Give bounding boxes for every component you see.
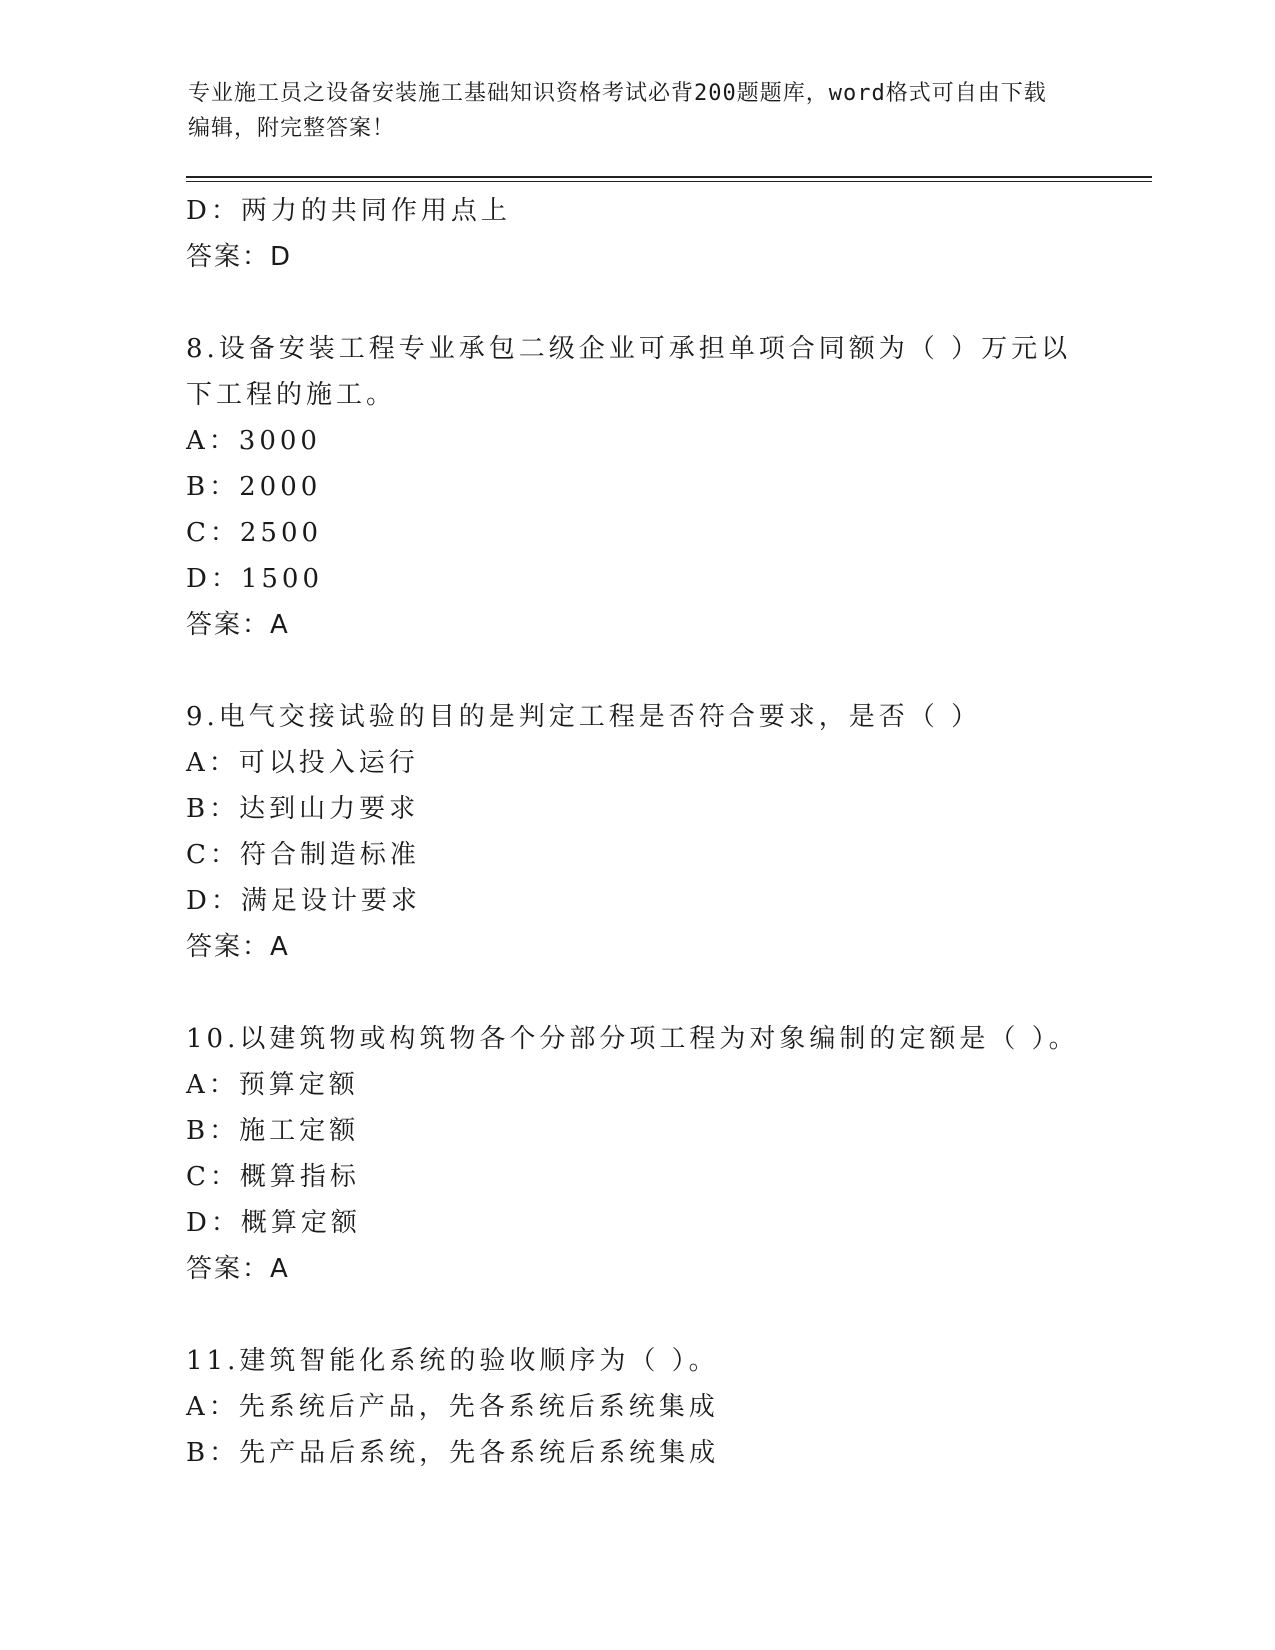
answer-line: 答案：A: [186, 932, 290, 962]
option-d: D：1500: [186, 564, 324, 594]
option-b: B：达到山力要求: [186, 794, 420, 824]
spacer: [186, 280, 1086, 326]
answer-line: 答案：A: [186, 1254, 290, 1284]
carryover-option-d: D：两力的共同作用点上: [186, 196, 511, 226]
header-divider-thin: [186, 181, 1152, 182]
spacer: [186, 1292, 1086, 1338]
option-a: A：可以投入运行: [186, 748, 419, 778]
question-stem: 9.电气交接试验的目的是判定工程是否符合要求，是否（ ）: [186, 702, 982, 732]
option-c: C：符合制造标准: [186, 840, 420, 870]
option-a: A：3000: [186, 426, 321, 456]
option-a: A：预算定额: [186, 1070, 359, 1100]
question-9: [186, 694, 1086, 970]
document-header: 专业施工员之设备安装施工基础知识资格考试必背200题题库，word格式可自由下载编辑，附完整答案！: [188, 81, 1047, 141]
answer-line: 答案：A: [186, 610, 290, 640]
option-d: D：概算定额: [186, 1208, 361, 1238]
question-stem: 8.设备安装工程专业承包二级企业可承担单项合同额为（ ）万元以下工程的施工。: [186, 334, 1072, 410]
spacer: [186, 648, 1086, 694]
header-divider-thick: [186, 176, 1152, 178]
option-b: B：2000: [186, 472, 322, 502]
question-stem: 11.建筑智能化系统的验收顺序为（ ）。: [186, 1346, 719, 1376]
document-body: [186, 188, 1086, 1476]
question-8: [186, 326, 1086, 648]
spacer: [186, 970, 1086, 1016]
carryover-answer: 答案：D: [186, 242, 293, 272]
question-11: [186, 1338, 1086, 1476]
option-b: B：施工定额: [186, 1116, 360, 1146]
option-d: D：满足设计要求: [186, 886, 421, 916]
question-10: [186, 1016, 1086, 1292]
question-stem: 10.以建筑物或构筑物各个分部分项工程为对象编制的定额是（ ）。: [186, 1024, 1079, 1054]
option-a: A：先系统后产品，先各系统后系统集成: [186, 1392, 719, 1422]
option-b: B：先产品后系统，先各系统后系统集成: [186, 1438, 720, 1468]
option-c: C：概算指标: [186, 1162, 360, 1192]
option-c: C：2500: [186, 518, 323, 548]
